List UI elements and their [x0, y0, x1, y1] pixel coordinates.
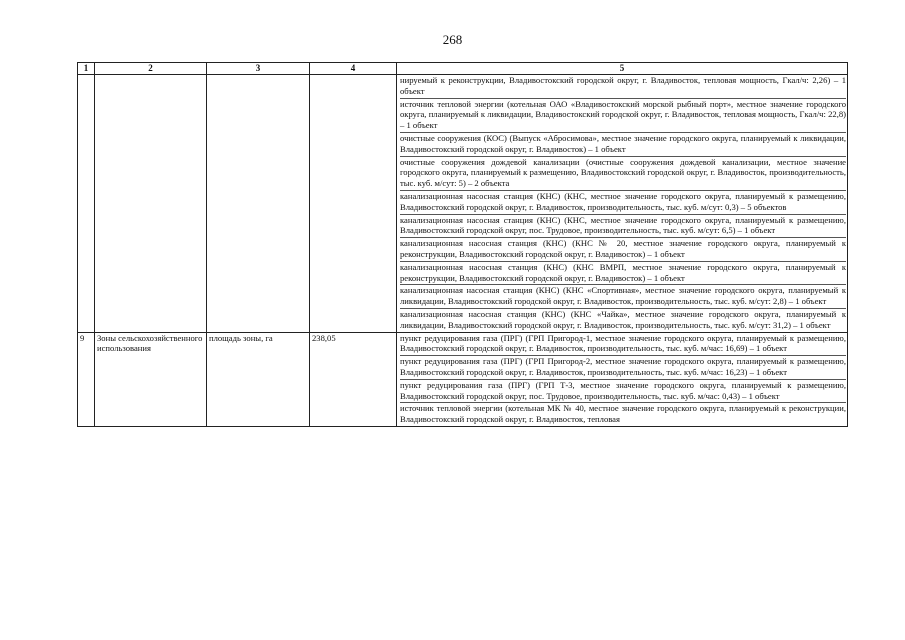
object-entry: источник тепловой энергии (котельная ОАО «Владивостокский морской рыбный порт», местное значение городского округа, планируемый к ликвидации, Владивостокский городской округ, г. Владивосток, тепловая мощность, Гкал/ч: 22,8) – 1 объект	[400, 99, 846, 133]
table-row	[78, 332, 848, 426]
row-number: 9	[78, 332, 95, 426]
zone-parameter	[207, 75, 310, 333]
object-entry: очистные сооружения (КОС) (Выпуск «Абросимова», местное значение городского округа, планируемый к ликвидации, Владивостокский городской округ, г. Владивосток) – 1 объект	[400, 133, 846, 157]
zone-value	[310, 75, 397, 333]
zone-name	[95, 75, 207, 333]
object-entry: нируемый к реконструкции, Владивостокский городской округ, г. Владивосток, тепловая мощность, Гкал/ч: 2,26) – 1 объект	[400, 75, 846, 99]
zone-parameter: площадь зоны, га	[207, 332, 310, 426]
page-number: 268	[442, 32, 463, 47]
document-table	[77, 62, 848, 427]
object-entry: канализационная насосная станция (КНС) (КНС, местное значение городского округа, планируемый к размещению, Владивостокский городской округ, пос. Трудовое, производительность, тыс. куб. м/сут: 6,5) – 1 объект	[400, 215, 846, 239]
object-entry: очистные сооружения дождевой канализации (очистные сооружения дождевой канализации, местное значение городского округа, планируемый к размещению, Владивостокский городской округ, г. Владивосток, производительность, тыс. куб. м/сут: 5) – 2 объекта	[400, 157, 846, 191]
header-col-4: 4	[310, 63, 397, 75]
table-row	[78, 75, 848, 333]
objects-cell	[397, 332, 848, 426]
header-col-1: 1	[78, 63, 95, 75]
object-entry: канализационная насосная станция (КНС) (КНС «Спортивная», местное значение городского округа, планируемый к ликвидации, Владивостокский городской округ, г. Владивосток, производительность, тыс. куб. м/сут: 2,8) – 1 объект	[400, 285, 846, 309]
object-entry: канализационная насосная станция (КНС) (КНС ВМРП, местное значение городского округа, планируемый к реконструкции, Владивостокский городской округ, г. Владивосток) – 1 объект	[400, 262, 846, 286]
object-entry: пункт редуцирования газа (ПРГ) (ГРП Пригород-2, местное значение городского округа, планируемый к размещению, Владивостокский городской округ, г. Владивосток, производительность, тыс. куб. м/час: 16,23) – 1 объект	[400, 356, 846, 380]
zone-name: Зоны сельскохозяйственного использования	[95, 332, 207, 426]
object-entry: канализационная насосная станция (КНС) (КНС «Чайка», местное значение городского округа, планируемый к ликвидации, Владивостокский городской округ, г. Владивосток, производительность, тыс. куб. м/сут: 31,2) – 1 объект	[400, 308, 846, 330]
object-entry: канализационная насосная станция (КНС) (КНС, местное значение городского округа, планируемый к размещению, Владивостокский городской округ, г. Владивосток, производительность, тыс. куб. м/сут: 0,3) – 5 объектов	[400, 191, 846, 215]
object-entry: пункт редуцирования газа (ПРГ) (ГРП Пригород-1, местное значение городского округа, планируемый к размещению, Владивостокский городской округ, г. Владивосток, производительность, тыс. куб. м/час: 16,69) – 1 объект	[400, 333, 846, 357]
header-col-5: 5	[397, 63, 848, 75]
object-entry: источник тепловой энергии (котельная МК № 40, местное значение городского округа, планируемый к реконструкции, Владивостокский городской округ, г. Владивосток, тепловая	[400, 403, 846, 425]
object-entry: канализационная насосная станция (КНС) (КНС № 20, местное значение городского округа, планируемый к реконструкции, Владивостокский городской округ, г. Владивосток) – 1 объект	[400, 238, 846, 262]
zone-value: 238,05	[310, 332, 397, 426]
objects-cell	[397, 75, 848, 333]
row-number	[78, 75, 95, 333]
table-header-row	[78, 63, 848, 75]
object-entry: пункт редуцирования газа (ПРГ) (ГРП Т-3, местное значение городского округа, планируемый к размещению, Владивостокский городской округ, пос. Трудовое, производительность, тыс. куб. м/час: 0,43) – 1 объект	[400, 380, 846, 404]
header-col-2: 2	[95, 63, 207, 75]
header-col-3: 3	[207, 63, 310, 75]
